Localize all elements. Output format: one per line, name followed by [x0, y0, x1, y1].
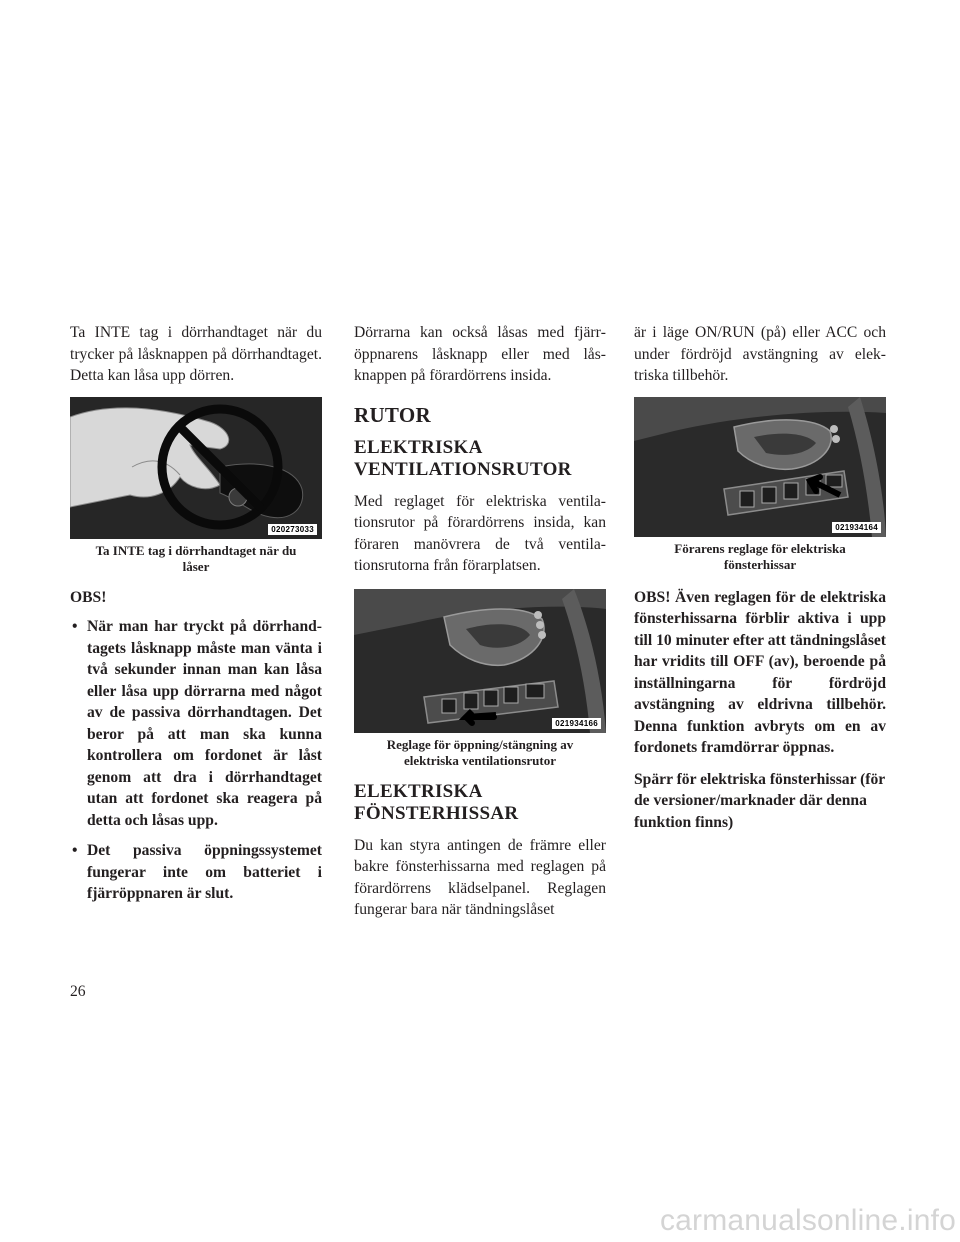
column-2 [354, 322, 606, 921]
intro-paragraph: Ta INTE tag i dörrhandtaget när du trycker på låsknappen på dörrhandtaget. Detta kan låsa upp dörren. [70, 324, 322, 384]
watermark: carmanualsonline.info [659, 1204, 956, 1237]
caption-line-2: fönsterhissar [723, 556, 797, 572]
figure-caption [70, 543, 322, 575]
window-lifts-paragraph: Du kan styra antingen de främre eller bakre fönsterhissarna med reglagen på förardörrens klädselpanel. Reglagen fungerar bara när tändningslåset [354, 836, 606, 918]
subheading-window-lifts [354, 781, 606, 825]
ventilation-paragraph: Med reglaget för elektriska ventilationsrutor på förardörrens insida, kan föraren manövrera de två ventilationsrutorna från förarplatsen. [354, 492, 606, 574]
bullet-text: När man har tryckt på dörrhandtagets låsknapp måste man vänta i två sekunder innan man kan låsa eller låsa upp dörrarna med något av de passiva dörrhandtagen. Det beror på att man ska kunna kontrollera om fordonet är låst genom att dra i dörrhandtaget utan att fordonet ska reagera på detta och låsas upp. [87, 618, 322, 829]
list-item: • När man har tryckt på dörrhandtagets låsknapp måste man vänta i två sekunder innan man kan låsa eller låsa upp dörrarna med något av de passiva dörrhandtagen. Det beror på att man ska kunna kontrollera om fordonet är låst genom att dra i dörrhandtaget utan att fordonet ska reagera på detta och låsas upp. [72, 618, 322, 829]
door-handle-figure [70, 397, 322, 539]
caption-line-1: Reglage för öppning/stängning av [386, 736, 574, 752]
page-number: 26 [70, 983, 86, 1000]
bullet-text: Det passiva öppningssystemet fungerar inte om batteriet i fjärröppnaren är slut. [87, 842, 322, 902]
door-panel-illustration [354, 589, 606, 733]
caption-line-1: Ta INTE tag i dörrhandtaget när du [95, 542, 297, 558]
figure-code: 021934166 [552, 718, 601, 729]
figure-caption [634, 541, 886, 573]
subheading-line-2: VENTILATIONSRUTOR [354, 458, 572, 480]
window-lock-heading: Spärr för elektriska fönsterhissar (för de versioner/marknader där denna funktion finns) [634, 770, 885, 831]
intro-paragraph: Dörrarna kan också låsas med fjärröppnarens låsknapp eller med låsknappen på förardörrens insida. [354, 324, 606, 384]
figure-code: 021934164 [832, 522, 881, 533]
intro-paragraph: är i läge ON/RUN (på) eller ACC och under fördröjd avstängning av elektriska tillbehör. [634, 324, 886, 384]
subheading-line-1: ELEKTRISKA [354, 436, 483, 458]
figure-code: 020273033 [268, 524, 317, 535]
caption-line-2: låser [182, 558, 210, 574]
bullet-list [70, 616, 322, 905]
door-handle-illustration [70, 397, 322, 539]
door-panel-illustration [634, 397, 886, 537]
subheading-ventilation [354, 437, 606, 481]
caption-line-1: Förarens reglage för elektriska [674, 540, 846, 556]
window-switch-figure [634, 397, 886, 537]
column-3 [634, 322, 886, 833]
obs-label: OBS! [70, 588, 107, 606]
list-item: • Det passiva öppningssystemet fungerar inte om batteriet i fjärröppnaren är slut. [72, 842, 322, 902]
vent-switch-figure [354, 589, 606, 733]
obs-note: OBS! Även reglagen för de elektriska fönsterhissarna förblir aktiva i upp till 10 minuter efter att tändningslåset har vridits till OFF (av), beroende på inställningarna för fördröjd avstängning av eldrivna tillbehör. Denna funktion avbryts om en av fordonets framdörrar öppnas. [634, 588, 886, 756]
section-title: RUTOR [354, 402, 431, 427]
subheading-line-1: ELEKTRISKA [354, 780, 483, 802]
caption-line-2: elektriska ventilationsrutor [403, 752, 556, 768]
subheading-line-2: FÖNSTERHISSAR [354, 802, 519, 824]
figure-caption [354, 737, 606, 769]
column-1 [70, 322, 322, 914]
